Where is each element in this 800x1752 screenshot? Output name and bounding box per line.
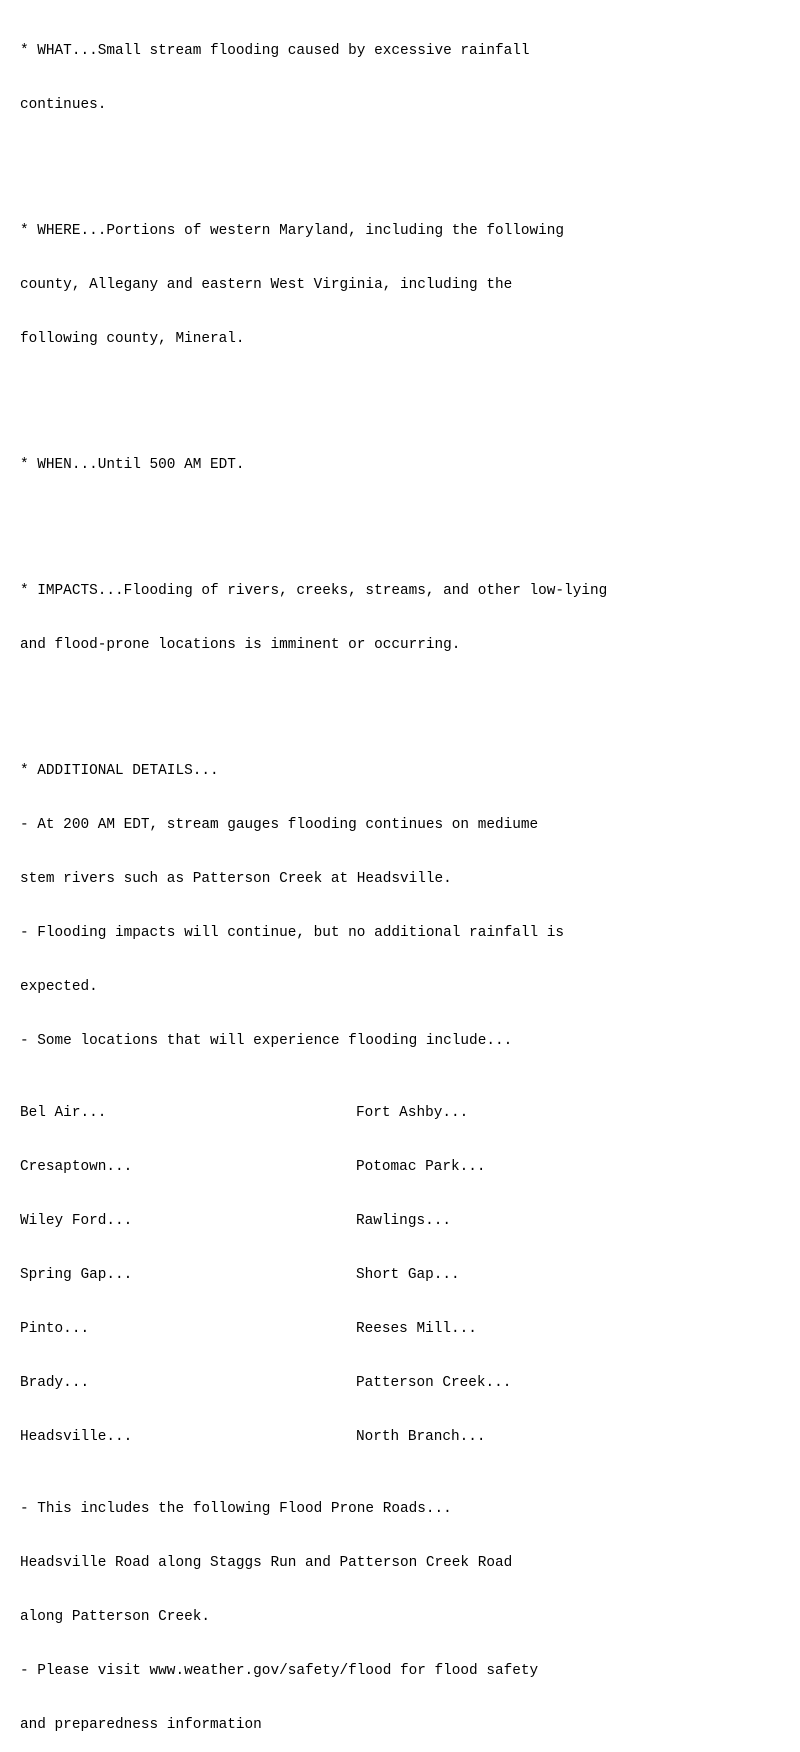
location-left: Headsville...: [20, 1429, 133, 1445]
location-row: [20, 1320, 607, 1338]
location-right: Short Gap...: [356, 1267, 460, 1283]
visit-line-1: - Please visit www.weather.gov/safety/flood for flood safety: [20, 1663, 539, 1679]
location-right: Rawlings...: [356, 1213, 451, 1229]
location-left: Bel Air...: [20, 1105, 107, 1121]
gauge-line-1: - At 200 AM EDT, stream gauges flooding continues on mediume: [20, 817, 539, 833]
flood-warning-bulletin: [20, 6, 607, 1752]
location-left: Spring Gap...: [20, 1267, 133, 1283]
location-row: [20, 1428, 607, 1446]
location-row: [20, 1374, 607, 1392]
impacts-line-2: and flood-prone locations is imminent or occurring.: [20, 637, 461, 653]
location-row: [20, 1104, 607, 1122]
location-right: Potomac Park...: [356, 1159, 486, 1175]
location-left: Brady...: [20, 1375, 90, 1391]
location-right: Patterson Creek...: [356, 1375, 512, 1391]
location-row: [20, 1212, 607, 1230]
what-line-2: continues.: [20, 97, 107, 113]
impacts-line-1: * IMPACTS...Flooding of rivers, creeks, streams, and other low-lying: [20, 583, 608, 599]
location-left: Pinto...: [20, 1321, 90, 1337]
where-line-1: * WHERE...Portions of western Maryland, including the following: [20, 223, 565, 239]
location-row: [20, 1158, 607, 1176]
blank-line: [20, 150, 607, 168]
blank-line: [20, 510, 607, 528]
where-line-2: county, Allegany and eastern West Virginia, including the: [20, 277, 513, 293]
impact-line-2: expected.: [20, 979, 98, 995]
where-line-3: following county, Mineral.: [20, 331, 245, 347]
gauge-line-2: stem rivers such as Patterson Creek at Headsville.: [20, 871, 452, 887]
roads-line-2: along Patterson Creek.: [20, 1609, 210, 1625]
location-right: North Branch...: [356, 1429, 486, 1445]
blank-line: [20, 384, 607, 402]
location-left: Wiley Ford...: [20, 1213, 133, 1229]
roads-intro: - This includes the following Flood Prone Roads...: [20, 1501, 452, 1517]
impact-line-1: - Flooding impacts will continue, but no additional rainfall is: [20, 925, 565, 941]
location-right: Reeses Mill...: [356, 1321, 477, 1337]
visit-line-2: and preparedness information: [20, 1717, 262, 1733]
location-right: Fort Ashby...: [356, 1105, 469, 1121]
when-line-1: * WHEN...Until 500 AM EDT.: [20, 457, 245, 473]
blank-line: [20, 690, 607, 708]
locations-intro: - Some locations that will experience flooding include...: [20, 1033, 513, 1049]
location-row: [20, 1266, 607, 1284]
what-line-1: * WHAT...Small stream flooding caused by excessive rainfall: [20, 43, 530, 59]
details-header: * ADDITIONAL DETAILS...: [20, 763, 219, 779]
location-left: Cresaptown...: [20, 1159, 133, 1175]
roads-line-1: Headsville Road along Staggs Run and Patterson Creek Road: [20, 1555, 513, 1571]
